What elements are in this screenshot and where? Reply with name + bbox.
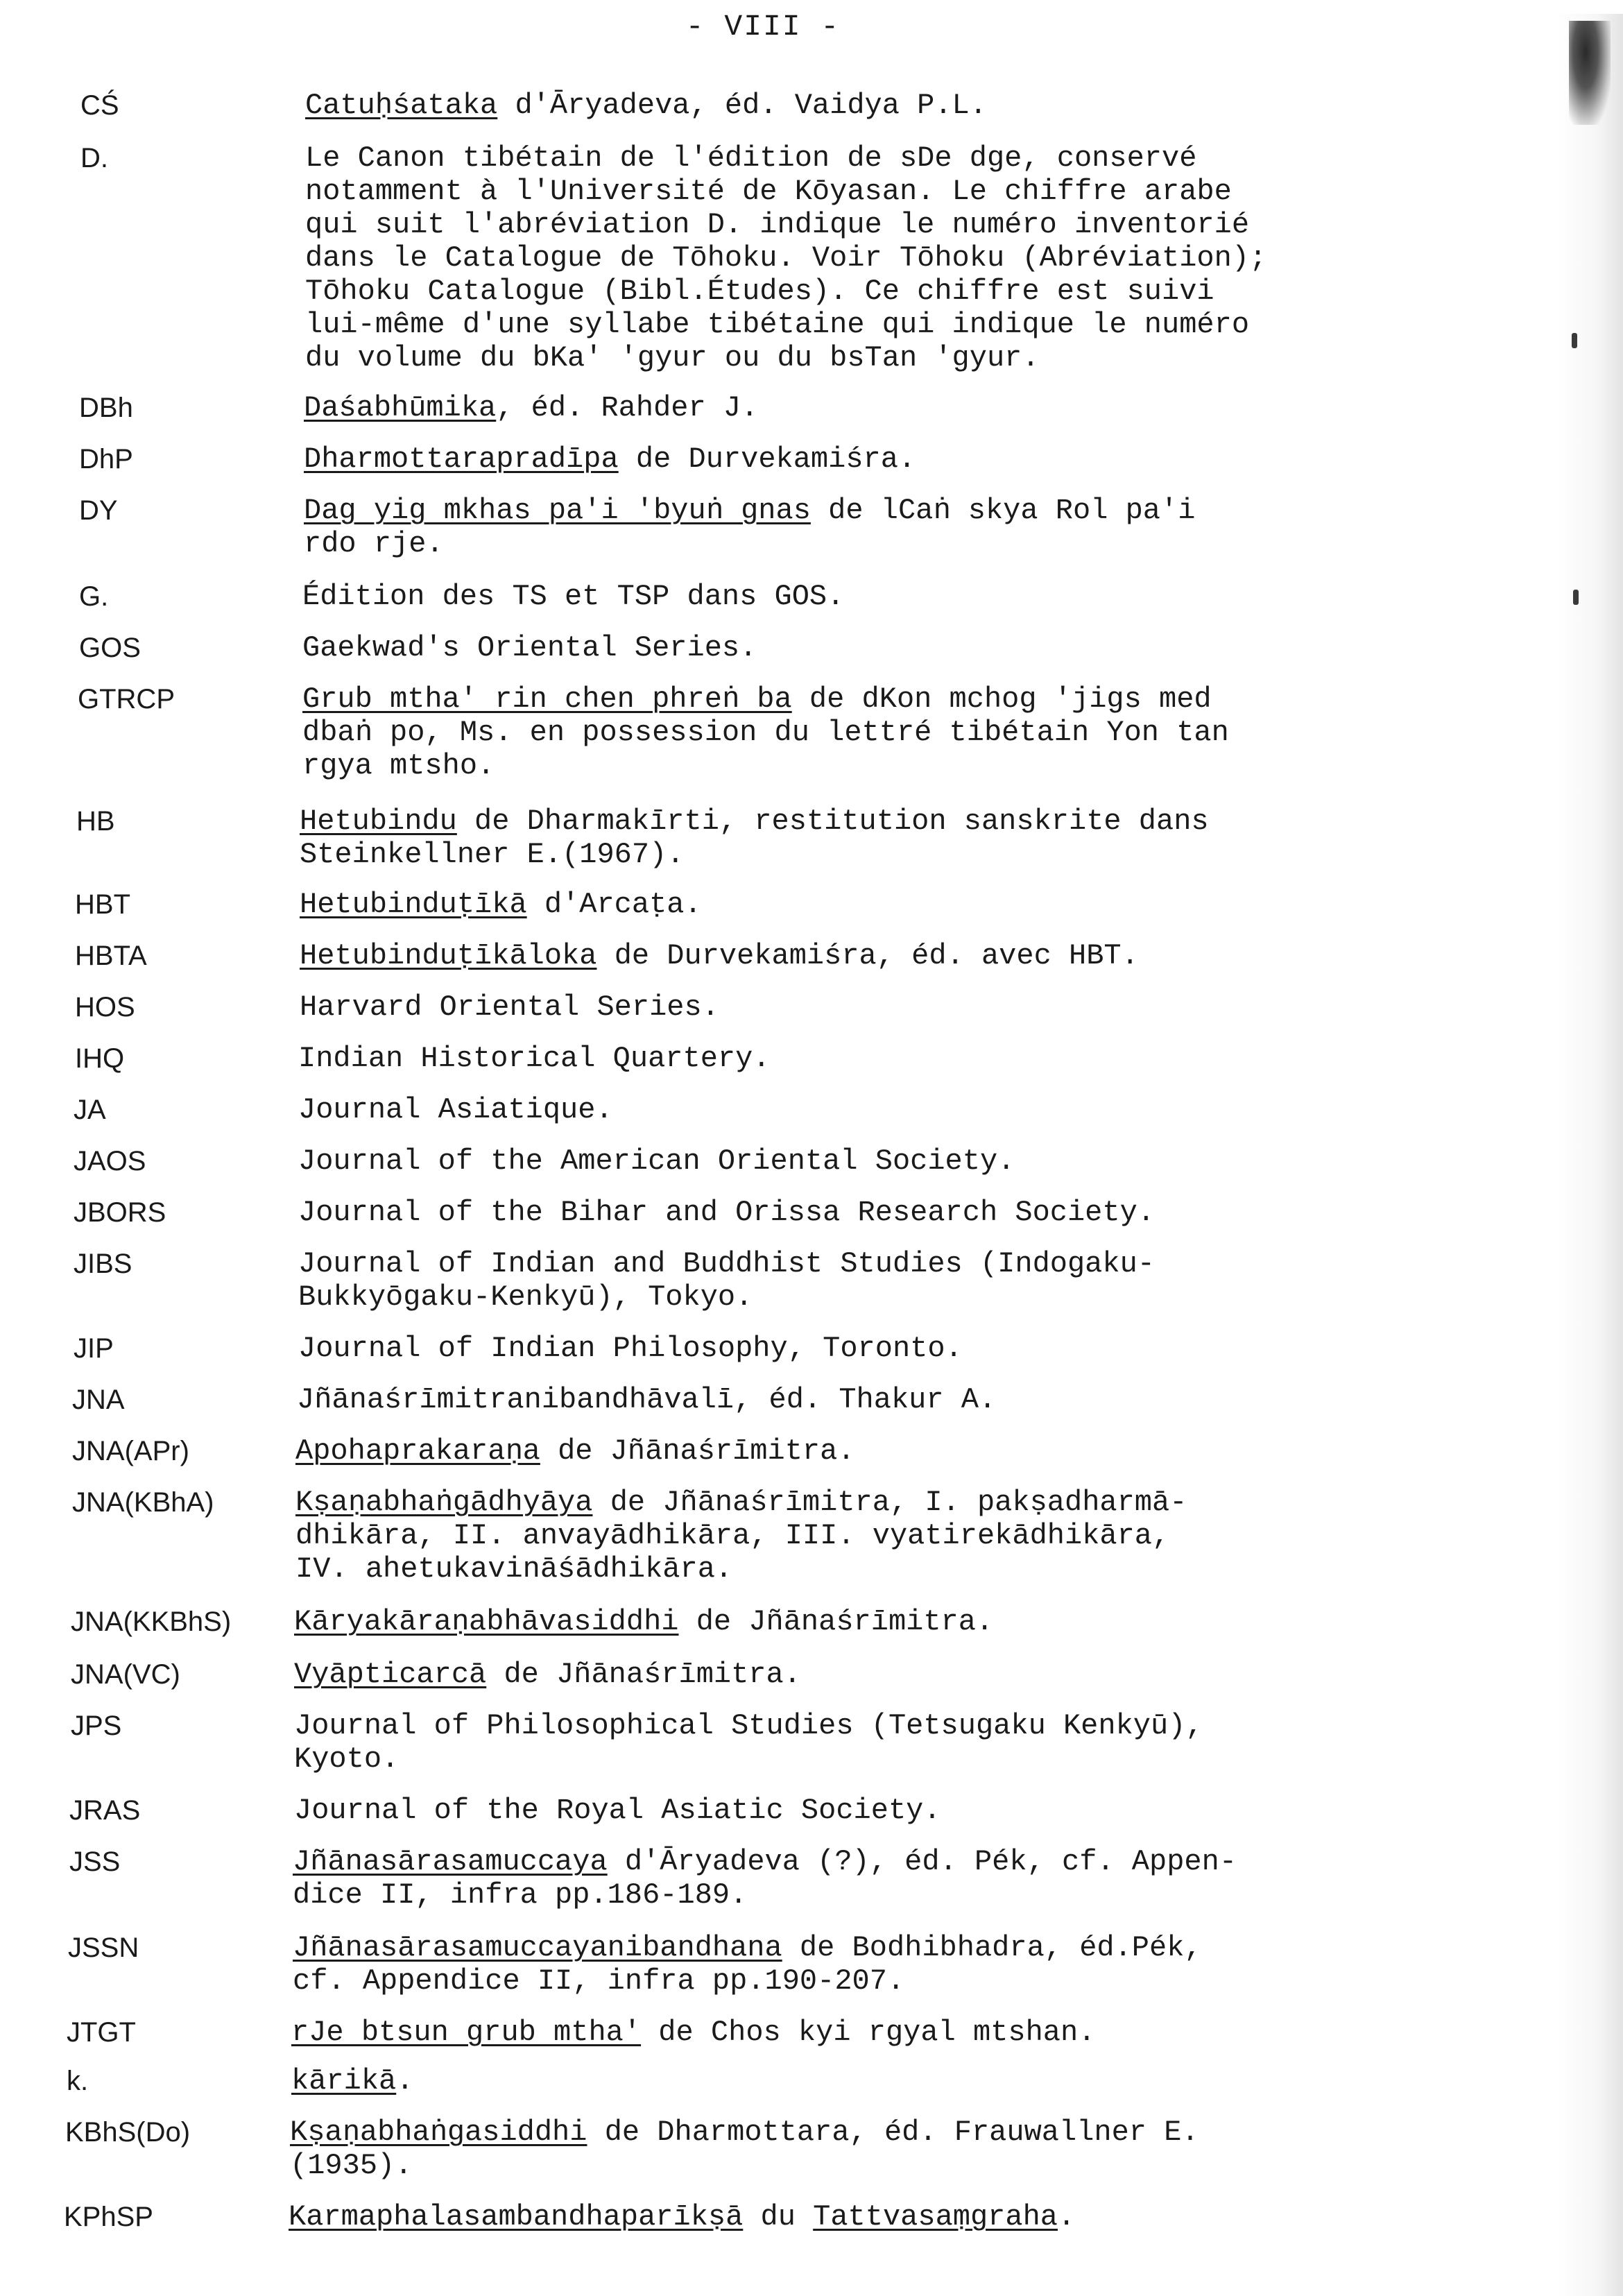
entry-desc [293,1931,1430,1998]
entry-title: Hetubinduṭīkāloka [300,939,597,973]
entry-abbr: KBhS(Do) [65,2117,191,2148]
entry-title: Daśabhūmika [304,391,497,425]
entry-title: Kṣaṇabhaṅgasiddhi [290,2116,587,2149]
entry-abbr: GTRCP [78,684,175,714]
entry-desc [302,683,1440,782]
entry-desc [291,2016,1429,2049]
entry-desc [304,494,1441,560]
page-number: - VIII - [685,10,841,44]
entry-desc [302,580,1440,613]
entry-desc [298,1196,1436,1229]
entry-rest: Journal of Indian and Buddhist Studies (Indogaku- Bukkyōgaku-Kenkyū), Tokyo. [298,1247,1156,1314]
entry-desc [297,1383,1434,1416]
entry-abbr: CŚ [80,90,119,121]
entry-abbr: JSS [69,1847,121,1877]
entry-rest: de Durvekamiśra. [618,443,916,476]
entry-abbr: JIBS [74,1249,132,1279]
entry-title: Jñānasārasamuccaya [293,1845,608,1878]
entry-rest: Jñānaśrīmitranibandhāvalī, éd. Thakur A. [297,1383,997,1416]
entry-abbr: DBh [79,393,133,423]
entry-rest: Journal of the Bihar and Orissa Research Society. [298,1196,1156,1229]
entry-abbr: HBT [75,889,130,920]
entry-rest: de Jñānaśrīmitra. [540,1434,855,1468]
entry-abbr: JIP [74,1333,114,1364]
entry-desc [295,1434,1433,1468]
entry-rest: Journal of the American Oriental Society. [298,1145,1015,1178]
entry-desc [290,2116,1427,2182]
entry-abbr: KPhSP [64,2202,153,2232]
entry-desc [298,1145,1436,1178]
entry-rest: de Jñānaśrīmitra, I. pakṣadharmā- dhikāra, II. anvayādhikāra, III. vyatirekādhikāra, IV. ahetukavināśādhikāra. [295,1486,1187,1586]
page-edge-shadow [1556,14,1623,2296]
entry-rest: Journal of Indian Philosophy, Toronto. [298,1332,963,1365]
entry-title: Karmaphalasambandhaparīkṣā [289,2200,744,2234]
entry-title: Kṣaṇabhaṅgādhyāya [295,1486,593,1519]
entry-desc [305,89,1443,122]
entry-desc [298,1093,1436,1126]
entry-abbr: JNA(KBhA) [72,1487,214,1518]
entry-desc [294,1709,1432,1776]
entry-abbr: JPS [71,1711,122,1741]
edge-speck [1572,333,1577,348]
entry-abbr: JBORS [74,1197,166,1228]
entry-title: Hetubindu [300,805,457,838]
entry-abbr: HOS [75,992,135,1022]
page-edge-mark [1569,21,1611,125]
entry-abbr: JSSN [68,1933,139,1963]
entry-desc [305,142,1443,375]
entry-abbr: HB [76,806,115,837]
entry-rest: de Jñānaśrīmitra. [486,1658,801,1691]
entry-rest: de dKon mchog 'jigs med dbaṅ po, Ms. en possession du lettré tibétain Yon tan rgya mtsho. [302,683,1229,782]
entry-title: Kāryakāraṇabhāvasiddhi [294,1605,679,1638]
entry-title: Apohaprakaraṇa [295,1434,540,1468]
entry-abbr: JNA(KKBhS) [71,1607,232,1637]
entry-rest: de Chos kyi rgyal mtshan. [641,2016,1096,2049]
entry-desc [304,391,1441,425]
entry-rest: de Dharmakīrti, restitution sanskrite dans Steinkellner E.(1967). [300,805,1209,871]
entry-title: kārikā [291,2064,397,2098]
entry-abbr: GOS [79,633,141,663]
entry-abbr: JNA(VC) [71,1659,180,1690]
entry-rest: de Jñānaśrīmitra. [678,1605,994,1638]
entry-abbr: DhP [79,444,133,474]
entry-rest: de lCaṅ skya Rol pa'i rdo rje. [304,494,1196,560]
entry-rest: d'Āryadeva (?), éd. Pék, cf. Appen- dice II, infra pp.186-189. [293,1845,1237,1912]
entry-desc [300,888,1437,921]
entry-abbr: k. [67,2066,89,2096]
entry-rest: Journal Asiatique. [298,1093,613,1126]
entry-rest: Gaekwad's Oriental Series. [302,631,757,665]
entry-desc [298,1042,1436,1075]
entry-rest: , éd. Rahder J. [496,391,759,425]
entry-rest: d'Arcaṭa. [526,888,702,921]
entry-desc [295,1486,1433,1586]
entry-rest: de Bodhibhadra, éd.Pék, cf. Appendice II, infra pp.190-207. [293,1931,1202,1998]
entry-rest: Édition des TS et TSP dans GOS. [302,580,845,613]
entry-abbr: JTGT [67,2017,136,2048]
entry-rest: Harvard Oriental Series. [300,991,719,1024]
entry-rest: de Durvekamiśra, éd. avec HBT. [596,939,1139,973]
entry-abbr: JA [74,1095,106,1125]
entry-title: Dharmottarapradīpa [304,443,619,476]
entry-abbr: D. [80,143,108,173]
entry-desc [298,1247,1436,1314]
entry-title-secondary: Tattvasaṃgraha [813,2200,1058,2234]
entry-rest: du [743,2200,814,2234]
entry-abbr: JNA(APr) [72,1436,189,1466]
entry-rest-secondary: . [1058,2200,1076,2234]
entry-desc [294,1658,1432,1691]
entry-abbr: DY [79,495,118,526]
entry-desc [300,805,1437,871]
entry-abbr: JRAS [69,1795,141,1826]
entry-rest: d'Āryadeva, éd. Vaidya P.L. [497,89,987,122]
entry-rest: Journal of the Royal Asiatic Society. [294,1794,941,1827]
entry-rest: Le Canon tibétain de l'édition de sDe dge, conservé notamment à l'Université de Kōyasan. Le chiffre arabe qui suit l'abréviation D. indique le numéro inventorié dans le Catalogue de Tōhoku. Voir Tōhoku (Abréviation); Tōhoku Catalogue (Bibl.Études). Ce chiffre est suivi lui-même d'une syllabe tibétaine qui indique le numéro du volume du bKa' 'gyur ou du bsTan 'gyur. [305,142,1267,375]
entry-rest: . [396,2064,414,2098]
entry-title: Vyāpticarcā [294,1658,487,1691]
entry-desc [300,991,1437,1024]
entry-title: Dag yig mkhas pa'i 'byuṅ gnas [304,494,811,527]
entry-abbr: JNA [72,1385,125,1415]
entry-desc [291,2064,1429,2098]
entry-title: Grub mtha' rin chen phreṅ ba [302,683,792,716]
entry-abbr: IHQ [75,1043,125,1074]
entry-title: Catuḥśataka [305,89,498,122]
entry-desc [294,1605,1432,1638]
entry-desc [298,1332,1436,1365]
entry-title: Hetubinduṭīkā [300,888,527,921]
entry-title: rJe btsun grub mtha' [291,2016,642,2049]
entry-rest: de Dharmottara, éd. Frauwallner E. (1935). [290,2116,1199,2182]
entry-desc [302,631,1440,665]
entry-abbr: JAOS [74,1146,146,1176]
entry-title: Jñānasārasamuccayanibandhana [293,1931,782,1964]
entry-desc [304,443,1441,476]
entry-abbr: G. [79,581,109,612]
entry-rest: Journal of Philosophical Studies (Tetsugaku Kenkyū), Kyoto. [294,1709,1203,1776]
entry-abbr: HBTA [75,941,147,971]
entry-desc [289,2200,1426,2234]
entry-desc [294,1794,1432,1827]
entry-rest: Indian Historical Quartery. [298,1042,771,1075]
edge-speck [1573,590,1579,605]
entry-desc [293,1845,1430,1912]
entry-desc [300,939,1437,973]
